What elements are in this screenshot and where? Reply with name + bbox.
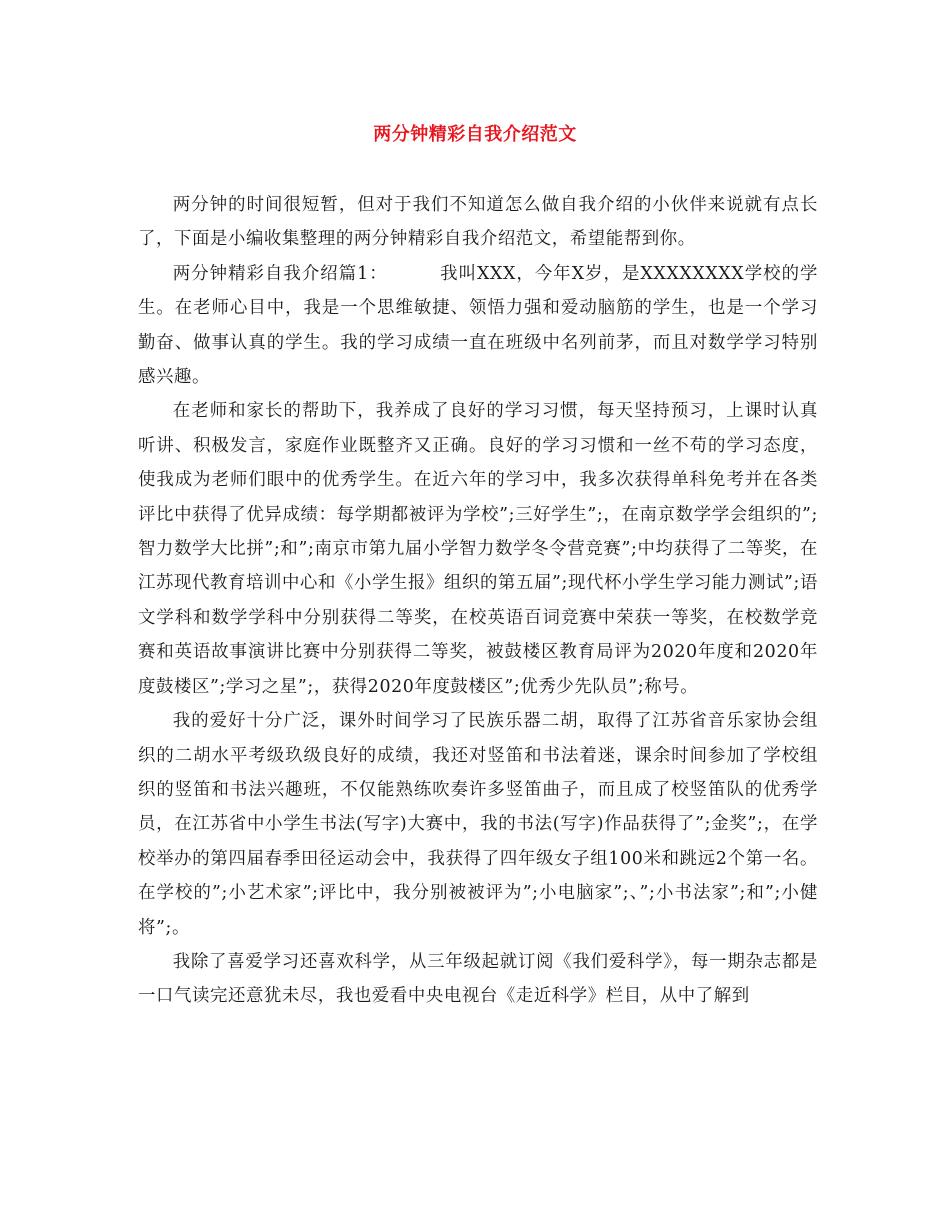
paragraph-3: 我的爱好十分广泛，课外时间学习了民族乐器二胡，取得了江苏省音乐家协会组织的二胡水平考级玖级良好的成绩，我还对竖笛和书法着迷，课余时间参加了学校组织的竖笛和书法兴趣班，不仅能熟练吹奏许多竖笛曲子，而且成了校竖笛队的优秀学员，在江苏省中小学生书法(写字)大赛中，我的书法(写字)作品获得了”;金奖”;，在学校举办的第四届春季田径运动会中，我获得了四年级女子组100米和跳远2个第一名。在学校的”;小艺术家”;评比中，我分别被被评为”;小电脑家”;、”;小书法家”;和”;小健将”;。 [138,711,818,938]
section-1-paragraph [138,257,818,395]
paragraph-4: 我除了喜爱学习还喜欢科学，从三年级起就订阅《我们爱科学》，每一期杂志都是一口气读完还意犹未尽，我也爱看中央电视台《走近科学》栏目，从中了解到 [138,951,818,1007]
document-body [138,188,818,1014]
document-title: 两分钟精彩自我介绍范文 [373,124,577,145]
section-label: 两分钟精彩自我介绍篇1： [172,263,388,284]
intro-paragraph: 两分钟的时间很短暂，但对于我们不知道怎么做自我介绍的小伙伴来说就有点长了，下面是小编收集整理的两分钟精彩自我介绍范文，希望能帮到你。 [138,195,818,250]
paragraph-2: 在老师和家长的帮助下，我养成了良好的学习习惯，每天坚持预习，上课时认真听讲、积极发言，家庭作业既整齐又正确。良好的学习习惯和一丝不苟的学习态度，使我成为老师们眼中的优秀学生。在近六年的学习中，我多次获得单科免考并在各类评比中获得了优异成绩：每学期都被评为学校”;三好学生”;，在南京数学学会组织的”;智力数学大比拼”;和”;南京市第九届小学智力数学冬令营竞赛”;中均获得了二等奖，在江苏现代教育培训中心和《小学生报》组织的第五届”;现代杯小学生学习能力测试”;语文学科和数学学科中分别获得二等奖，在校英语百词竞赛中荣获一等奖，在校数学竞赛和英语故事演讲比赛中分别获得二等奖，被鼓楼区教育局评为2020年度和2020年度鼓楼区”;学习之星”;，获得2020年度鼓楼区”;优秀少先队员”;称号。 [138,401,818,697]
section-1-text: 我叫XXX，今年X岁，是XXXXXXXX学校的学生。在老师心目中，我是一个思维敏捷、领悟力强和爱动脑筋的学生，也是一个学习勤奋、做事认真的学生。我的学习成绩一直在班级中名列前茅，而且对数学学习特别感兴趣。 [138,263,819,388]
